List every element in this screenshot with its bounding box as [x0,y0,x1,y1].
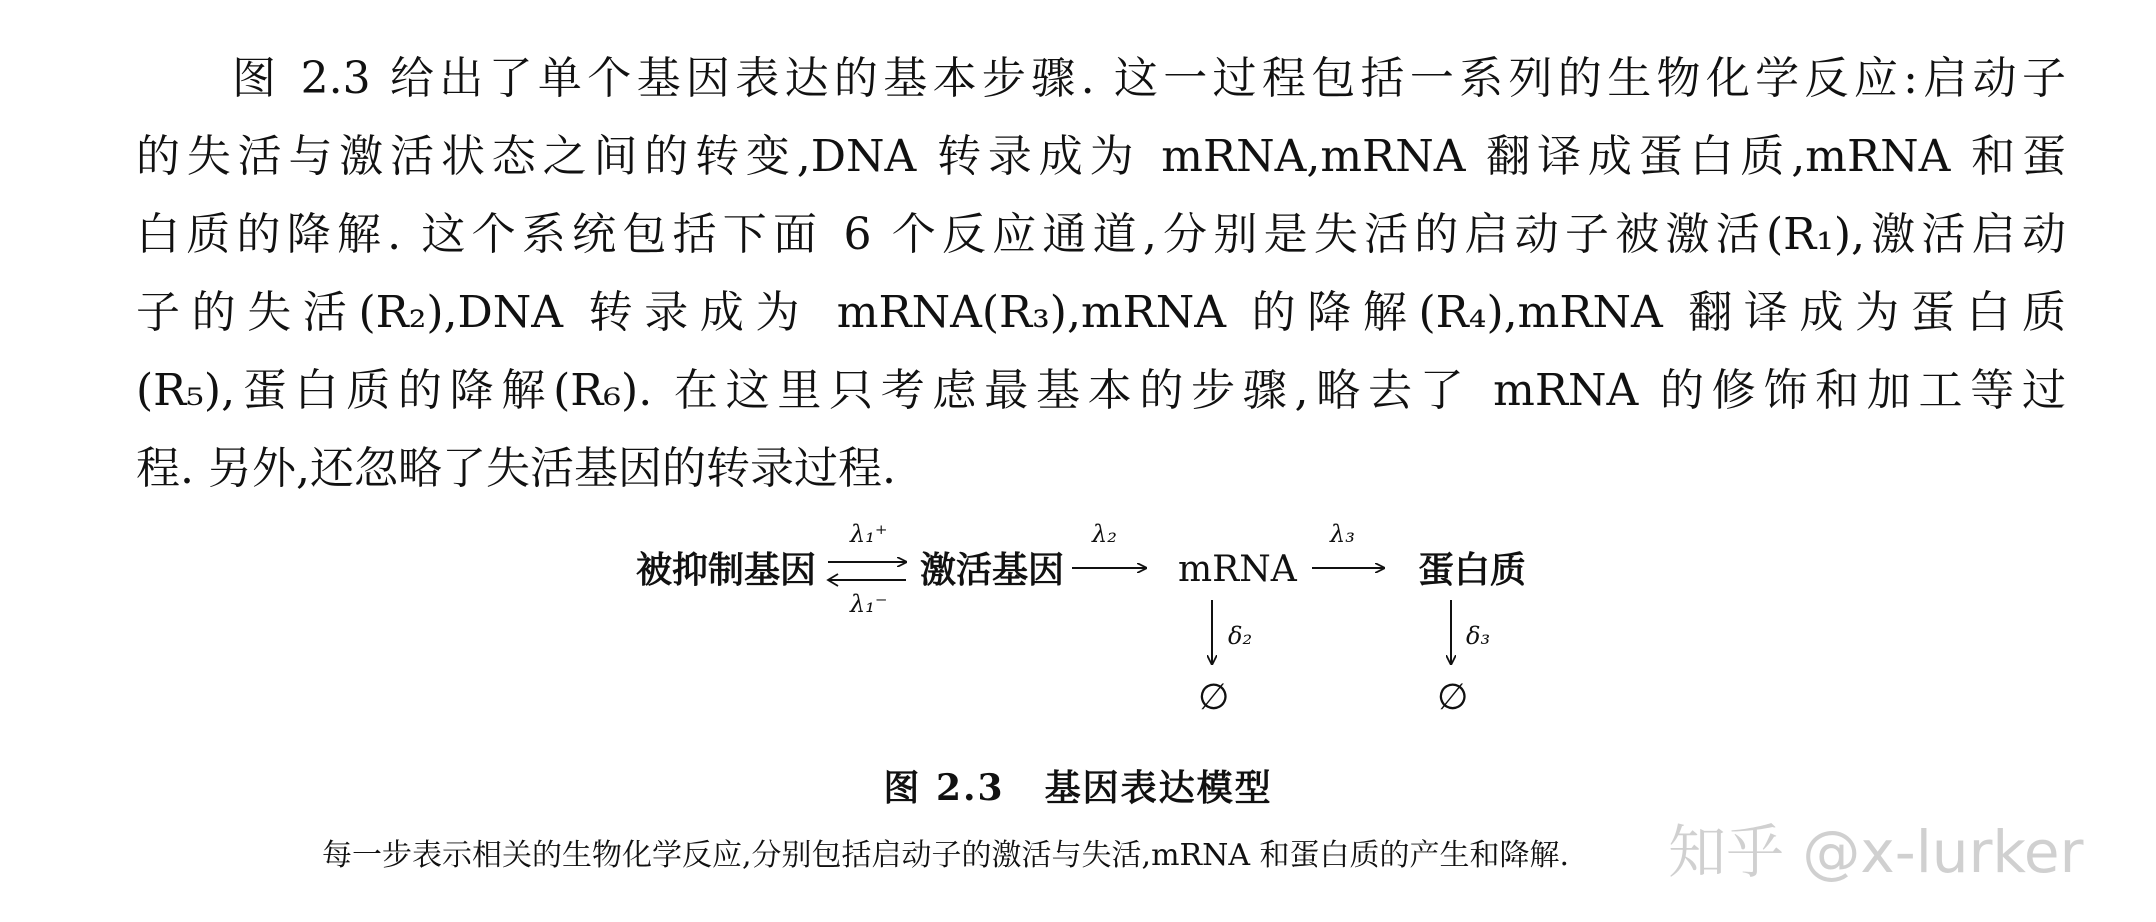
rate-lambda2: λ₂ [1092,520,1117,548]
node-mrna: mRNA [1178,549,1297,590]
rate-delta3: δ₃ [1466,622,1491,650]
rate-delta2: δ₂ [1228,622,1253,650]
node-repressed-gene: 被抑制基因 [636,549,817,591]
paragraph-line-3: 白质的降解. 这个系统包括下面 6 个反应通道,分别是失活的启动子被激活(R₁),激活启动 [136,209,2066,260]
paragraph-line-2: 的失活与激活状态之间的转变,DNA 转录成为 mRNA,mRNA 翻译成蛋白质,mRNA 和蛋 [136,131,2066,182]
rate-lambda1-plus: λ₁⁺ [850,520,888,548]
paragraph-line-5: (R₅),蛋白质的降解(R₆). 在这里只考虑最基本的步骤,略去了 mRNA 的修饰和加工等过 [136,365,2066,416]
figure-title: 基因表达模型 [1044,767,1273,809]
figure-caption [0,760,2156,811]
node-activated-gene: 激活基因 [920,549,1065,591]
empty-set-protein: ∅ [1437,677,1469,718]
paragraph-line-6: 程. 另外,还忽略了失活基因的转录过程. [136,443,896,494]
empty-set-mrna: ∅ [1198,677,1230,718]
watermark: 知乎 @x-lurker [1668,818,2084,886]
arrow-inactivation-head [828,574,838,586]
paragraph-line-1: 图 2.3 给出了单个基因表达的基本步骤. 这一过程包括一系列的生物化学反应:启动子 [232,53,2066,104]
paragraph-line-4: 子的失活(R₂),DNA 转录成为 mRNA(R₃),mRNA 的降解(R₄),mRNA 翻译成为蛋白质 [136,287,2066,338]
figure-number: 图 2.3 [883,767,1005,809]
figure-caption-note: 每一步表示相关的生物化学反应,分别包括启动子的激活与失活,mRNA 和蛋白质的产生和降解. [322,838,1570,873]
body-paragraph [136,40,2066,508]
node-protein: 蛋白质 [1418,549,1527,591]
rate-lambda3: λ₃ [1330,520,1355,548]
rate-lambda1-minus: λ₁⁻ [850,590,888,618]
